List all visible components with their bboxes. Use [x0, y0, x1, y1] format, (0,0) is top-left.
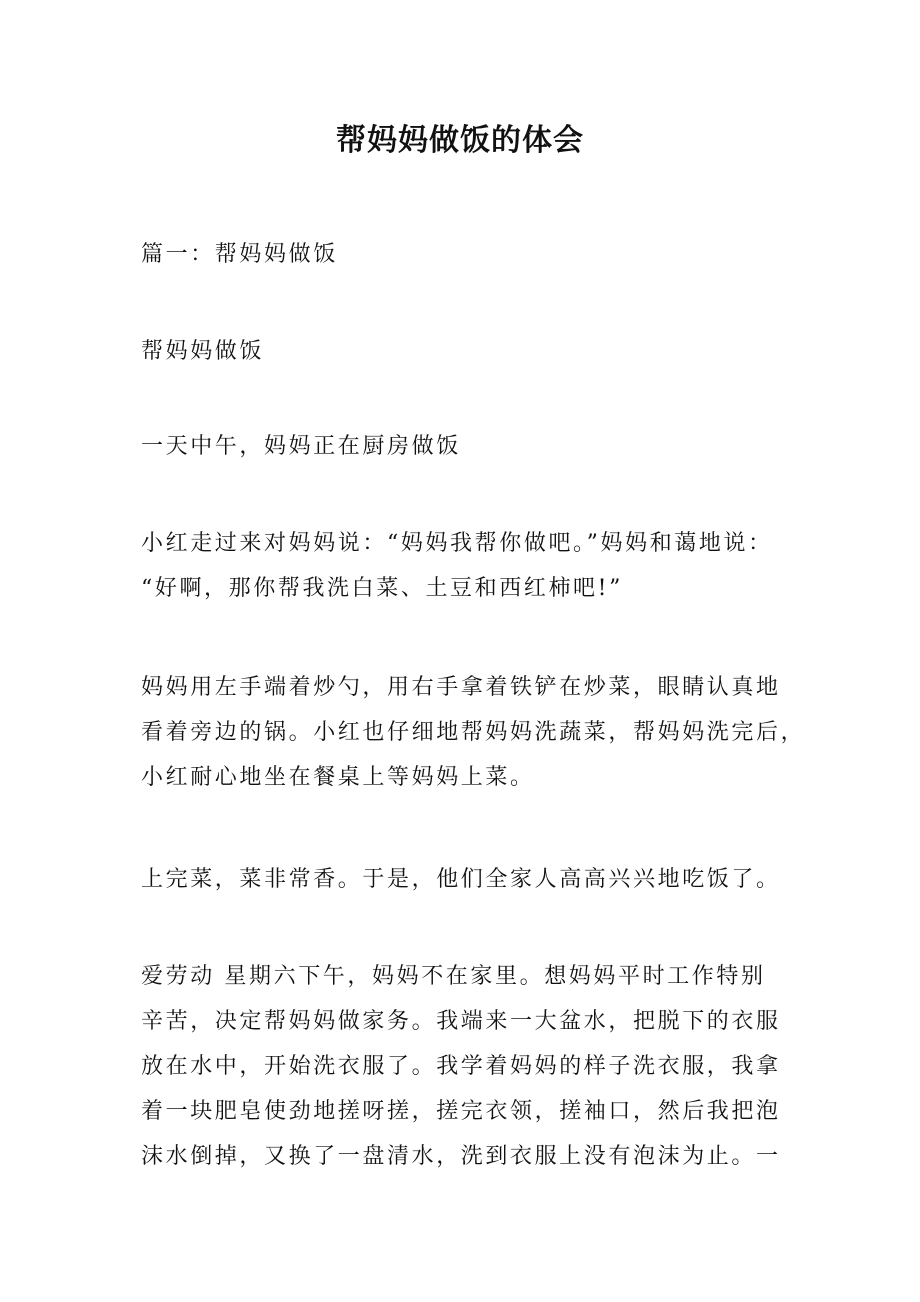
paragraph-line: 放在水中，开始洗衣服了。我学着妈妈的样子洗衣服，我拿: [141, 1054, 781, 1079]
paragraph-line: 帮妈妈做饭: [141, 339, 265, 364]
paragraph-line: 爱劳动 星期六下午，妈妈不在家里。想妈妈平时工作特别: [141, 964, 766, 989]
paragraph-line: 一天中午，妈妈正在厨房做饭: [141, 434, 461, 459]
paragraph-line: 沫水倒掉，又换了一盘清水，洗到衣服上没有泡沫为止。一: [141, 1144, 781, 1169]
paragraph-5: [141, 665, 806, 800]
paragraph-line: 辛苦，决定帮妈妈做家务。我端来一大盆水，把脱下的衣服: [141, 1009, 781, 1034]
paragraph-line: 小红走过来对妈妈说：“妈妈我帮你做吧。”妈妈和蔼地说：: [141, 531, 773, 556]
paragraph-line: 篇一：帮妈妈做饭: [141, 242, 338, 267]
paragraph-line: 小红耐心地坐在餐桌上等妈妈上菜。: [141, 765, 535, 790]
paragraph-line: 妈妈用左手端着炒勺，用右手拿着铁铲在炒菜，眼睛认真地: [141, 675, 781, 700]
paragraph-line: 着一块肥皂使劲地搓呀搓，搓完衣领，搓袖口，然后我把泡: [141, 1099, 781, 1124]
paragraph-4: [141, 521, 801, 611]
paragraph-2: [141, 329, 801, 374]
paragraph-6: [141, 857, 801, 902]
paragraph-line: 看着旁边的锅。小红也仔细地帮妈妈洗蔬菜，帮妈妈洗完后，: [141, 720, 806, 745]
paragraph-line: 上完菜，菜非常香。于是，他们全家人高高兴兴地吃饭了。: [141, 867, 781, 892]
document-title: 帮妈妈做饭的体会: [336, 123, 584, 158]
paragraph-line: “好啊，那你帮我洗白菜、土豆和西红柿吧!”: [141, 576, 623, 601]
paragraph-7: [141, 954, 801, 1179]
paragraph-1: [141, 232, 801, 277]
paragraph-3: [141, 424, 801, 469]
